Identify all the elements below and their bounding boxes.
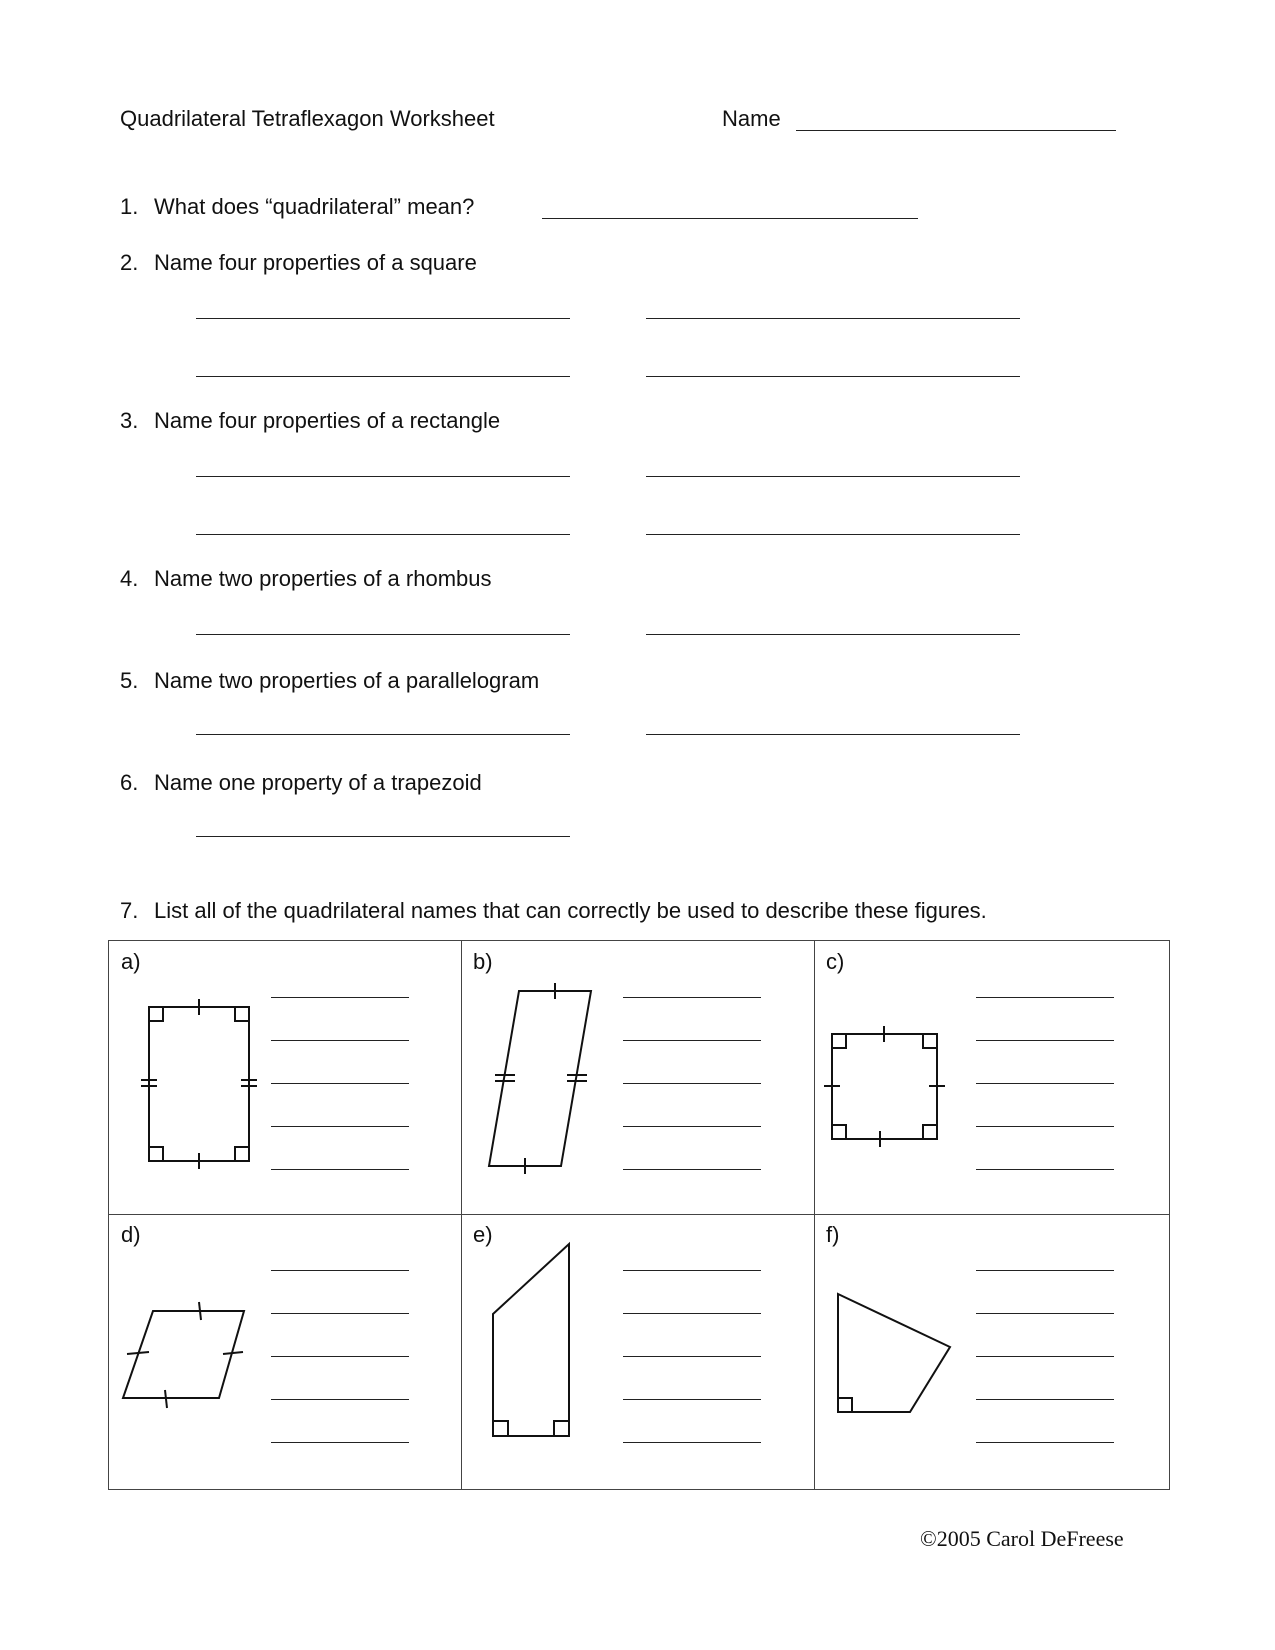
figure-e-answer-line[interactable] (623, 1313, 761, 1314)
q3-answer-line[interactable] (646, 476, 1020, 477)
figure-f-quadrilateral (814, 1214, 1171, 1489)
question-text: Name two properties of a rhombus (154, 566, 492, 591)
figure-label-b: b) (473, 949, 493, 974)
question-7 (120, 898, 987, 924)
figure-c-answer-line[interactable] (976, 1169, 1114, 1170)
q5-answer-line[interactable] (646, 734, 1020, 735)
figure-a-answer-line[interactable] (271, 1040, 409, 1041)
figure-e-answer-line[interactable] (623, 1270, 761, 1271)
question-text: Name four properties of a square (154, 250, 477, 275)
q5-answer-line[interactable] (196, 734, 570, 735)
question-text: Name one property of a trapezoid (154, 770, 482, 795)
figure-d-answer-line[interactable] (271, 1442, 409, 1443)
q4-answer-line[interactable] (646, 634, 1020, 635)
question-text: Name four properties of a rectangle (154, 408, 501, 433)
copyright: ©2005 Carol DeFreese (920, 1526, 1124, 1551)
figure-d-answer-line[interactable] (271, 1399, 409, 1400)
figure-a-rectangle (109, 941, 461, 1214)
q4-answer-line[interactable] (196, 634, 570, 635)
q3-answer-line[interactable] (196, 534, 570, 535)
figure-e-answer-line[interactable] (623, 1356, 761, 1357)
figure-c-answer-line[interactable] (976, 997, 1114, 998)
figure-a-answer-line[interactable] (271, 1169, 409, 1170)
figure-label-c: c) (826, 949, 845, 974)
question-text: What does “quadrilateral” mean? (154, 194, 475, 219)
question-6 (120, 770, 482, 796)
name-answer-line[interactable] (796, 130, 1116, 131)
figure-b-answer-line[interactable] (623, 1083, 761, 1084)
question-1 (120, 194, 474, 220)
figure-e-trapezoid (461, 1214, 814, 1489)
figure-d-answer-line[interactable] (271, 1313, 409, 1314)
figure-c-square (814, 941, 1171, 1214)
figure-label-a: a) (121, 949, 141, 974)
question-2 (120, 250, 477, 276)
figure-b-parallelogram (461, 941, 814, 1214)
figure-grid (108, 940, 1170, 1490)
q1-answer-line[interactable] (542, 218, 918, 219)
figure-a-answer-line[interactable] (271, 1126, 409, 1127)
figure-b-answer-line[interactable] (623, 1126, 761, 1127)
figure-a-answer-line[interactable] (271, 997, 409, 998)
worksheet-title: Quadrilateral Tetraflexagon Worksheet (120, 106, 495, 131)
figure-b-answer-line[interactable] (623, 997, 761, 998)
question-number: 1. (120, 194, 139, 219)
question-number: 5. (120, 668, 139, 693)
figure-d-answer-line[interactable] (271, 1270, 409, 1271)
figure-d-rhombus (109, 1214, 461, 1489)
figure-b-answer-line[interactable] (623, 1040, 761, 1041)
q6-answer-line[interactable] (196, 836, 570, 837)
figure-label-d: d) (121, 1222, 141, 1247)
figure-e-answer-line[interactable] (623, 1442, 761, 1443)
figure-e-answer-line[interactable] (623, 1399, 761, 1400)
question-4 (120, 566, 492, 592)
name-label: Name (722, 106, 781, 131)
q2-answer-line[interactable] (646, 376, 1020, 377)
figure-f-answer-line[interactable] (976, 1313, 1114, 1314)
question-number: 4. (120, 566, 139, 591)
question-5 (120, 668, 539, 694)
question-3 (120, 408, 500, 434)
question-number: 7. (120, 898, 139, 923)
figure-f-answer-line[interactable] (976, 1399, 1114, 1400)
q2-answer-line[interactable] (196, 318, 570, 319)
figure-a-answer-line[interactable] (271, 1083, 409, 1084)
figure-b-answer-line[interactable] (623, 1169, 761, 1170)
question-number: 2. (120, 250, 139, 275)
q2-answer-line[interactable] (646, 318, 1020, 319)
figure-f-answer-line[interactable] (976, 1356, 1114, 1357)
figure-c-answer-line[interactable] (976, 1126, 1114, 1127)
figure-c-answer-line[interactable] (976, 1083, 1114, 1084)
figure-label-e: e) (473, 1222, 493, 1247)
question-number: 6. (120, 770, 139, 795)
q3-answer-line[interactable] (196, 476, 570, 477)
question-number: 3. (120, 408, 139, 433)
figure-f-answer-line[interactable] (976, 1442, 1114, 1443)
figure-label-f: f) (826, 1222, 840, 1247)
figure-c-answer-line[interactable] (976, 1040, 1114, 1041)
question-text: Name two properties of a parallelogram (154, 668, 540, 693)
question-text: List all of the quadrilateral names that can correctly be used to describe these figures. (154, 898, 987, 923)
figure-f-answer-line[interactable] (976, 1270, 1114, 1271)
figure-d-answer-line[interactable] (271, 1356, 409, 1357)
q3-answer-line[interactable] (646, 534, 1020, 535)
q2-answer-line[interactable] (196, 376, 570, 377)
